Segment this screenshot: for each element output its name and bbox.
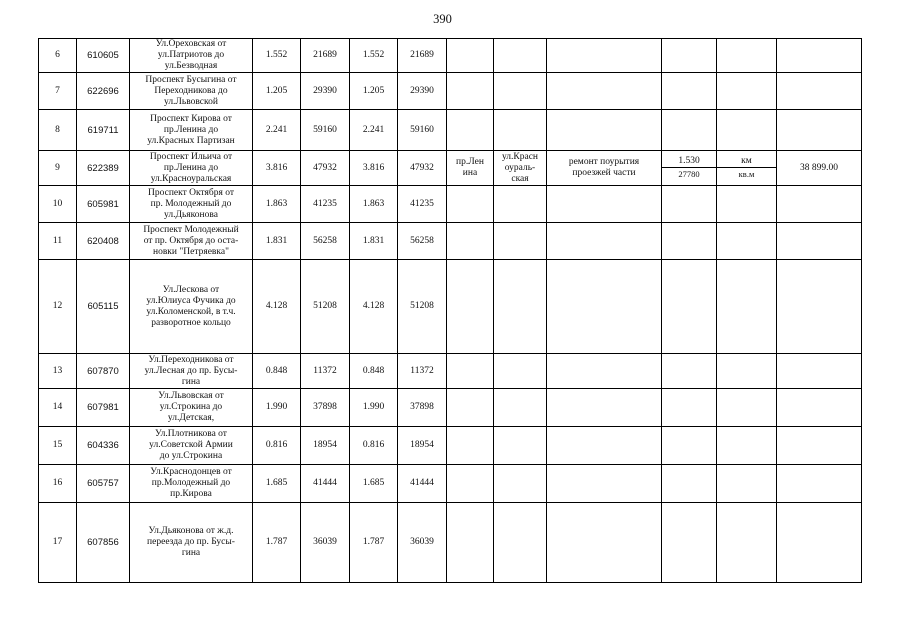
table-row bbox=[39, 354, 862, 389]
unit-cell bbox=[717, 151, 777, 186]
area-repeat-cell: 37898 bbox=[398, 389, 447, 427]
road-code-cell: 604336 bbox=[77, 427, 130, 465]
row-number-cell: 16 bbox=[39, 465, 77, 503]
table-row bbox=[39, 151, 862, 186]
length-repeat-cell: 4.128 bbox=[350, 260, 398, 354]
repair-from-cell bbox=[447, 39, 494, 73]
length-cell: 0.848 bbox=[253, 354, 301, 389]
quantity-cell bbox=[662, 389, 717, 427]
area-repeat-cell: 36039 bbox=[398, 503, 447, 583]
table-row bbox=[39, 73, 862, 110]
row-number-cell: 9 bbox=[39, 151, 77, 186]
unit-cell bbox=[717, 39, 777, 73]
road-description-cell: Ул.Краснодонцев от пр.Молодежный до пр.Кирова bbox=[130, 465, 253, 503]
work-type-cell bbox=[547, 260, 662, 354]
quantity-cell bbox=[662, 186, 717, 223]
length-repeat-cell: 3.816 bbox=[350, 151, 398, 186]
table-row bbox=[39, 260, 862, 354]
quantity-cell bbox=[662, 73, 717, 110]
repair-to-cell bbox=[494, 260, 547, 354]
repair-from-cell bbox=[447, 427, 494, 465]
unit-cell bbox=[717, 186, 777, 223]
area-cell: 11372 bbox=[301, 354, 350, 389]
length-repeat-cell: 1.990 bbox=[350, 389, 398, 427]
length-cell: 1.552 bbox=[253, 39, 301, 73]
length-cell: 2.241 bbox=[253, 110, 301, 151]
page-number: 390 bbox=[433, 12, 452, 26]
quantity-cell bbox=[662, 151, 717, 186]
repair-to-cell bbox=[494, 223, 547, 260]
road-code-cell: 607870 bbox=[77, 354, 130, 389]
area-repeat-cell: 29390 bbox=[398, 73, 447, 110]
row-number-cell: 6 bbox=[39, 39, 77, 73]
length-cell: 3.816 bbox=[253, 151, 301, 186]
road-code-cell: 619711 bbox=[77, 110, 130, 151]
work-type-cell bbox=[547, 389, 662, 427]
area-repeat-cell: 21689 bbox=[398, 39, 447, 73]
unit-cell bbox=[717, 503, 777, 583]
repair-to-cell bbox=[494, 39, 547, 73]
area-repeat-cell: 47932 bbox=[398, 151, 447, 186]
quantity-cell bbox=[662, 354, 717, 389]
road-description-cell: Проспект Молодежный от пр. Октября до оста- новки "Петряевка" bbox=[130, 223, 253, 260]
repair-from-cell: пр.Лен ина bbox=[447, 151, 494, 186]
work-type-cell bbox=[547, 39, 662, 73]
unit-cell bbox=[717, 427, 777, 465]
quantity-cell bbox=[662, 503, 717, 583]
quantity-cell bbox=[662, 465, 717, 503]
quantity-cell bbox=[662, 260, 717, 354]
road-code-cell: 607856 bbox=[77, 503, 130, 583]
length-cell: 1.863 bbox=[253, 186, 301, 223]
quantity-cell bbox=[662, 223, 717, 260]
length-repeat-cell: 2.241 bbox=[350, 110, 398, 151]
length-cell: 0.816 bbox=[253, 427, 301, 465]
row-number-cell: 15 bbox=[39, 427, 77, 465]
length-repeat-cell: 0.848 bbox=[350, 354, 398, 389]
row-number-cell: 10 bbox=[39, 186, 77, 223]
table-row bbox=[39, 503, 862, 583]
repair-to-cell bbox=[494, 186, 547, 223]
work-type-cell bbox=[547, 186, 662, 223]
road-description-cell: Ул.Ореховская от ул.Патриотов до ул.Безводная bbox=[130, 39, 253, 73]
cost-cell bbox=[777, 186, 862, 223]
area-cell: 47932 bbox=[301, 151, 350, 186]
road-description-cell: Ул.Львовская от ул.Строкина до ул.Детская, bbox=[130, 389, 253, 427]
length-cell: 1.205 bbox=[253, 73, 301, 110]
length-repeat-cell: 1.863 bbox=[350, 186, 398, 223]
cost-cell bbox=[777, 465, 862, 503]
area-cell: 41444 bbox=[301, 465, 350, 503]
unit-cell bbox=[717, 223, 777, 260]
quantity-cell bbox=[662, 427, 717, 465]
length-repeat-cell: 1.685 bbox=[350, 465, 398, 503]
cost-cell bbox=[777, 354, 862, 389]
work-type-cell bbox=[547, 427, 662, 465]
cost-cell bbox=[777, 223, 862, 260]
length-cell: 1.831 bbox=[253, 223, 301, 260]
road-description-cell: Ул.Плотникова от ул.Советской Армии до ул.Строкина bbox=[130, 427, 253, 465]
area-cell: 37898 bbox=[301, 389, 350, 427]
length-cell: 1.787 bbox=[253, 503, 301, 583]
road-code-cell: 622696 bbox=[77, 73, 130, 110]
repair-from-cell bbox=[447, 465, 494, 503]
road-description-cell: Проспект Ильича от пр.Ленина до ул.Красноуральская bbox=[130, 151, 253, 186]
work-type-cell bbox=[547, 73, 662, 110]
road-repair-table bbox=[38, 38, 862, 583]
cost-cell bbox=[777, 260, 862, 354]
repair-from-cell bbox=[447, 389, 494, 427]
area-repeat-cell: 41444 bbox=[398, 465, 447, 503]
repair-to-cell bbox=[494, 110, 547, 151]
repair-to-cell: ул.Красн оураль- ская bbox=[494, 151, 547, 186]
work-type-cell: ремонт поурытия проезжей части bbox=[547, 151, 662, 186]
area-cell: 18954 bbox=[301, 427, 350, 465]
area-repeat-cell: 18954 bbox=[398, 427, 447, 465]
work-type-cell bbox=[547, 465, 662, 503]
table-row bbox=[39, 465, 862, 503]
cost-cell: 38 899.00 bbox=[777, 151, 862, 186]
repair-to-cell bbox=[494, 465, 547, 503]
row-number-cell: 12 bbox=[39, 260, 77, 354]
cost-cell bbox=[777, 389, 862, 427]
area-cell: 29390 bbox=[301, 73, 350, 110]
road-code-cell: 622389 bbox=[77, 151, 130, 186]
work-type-cell bbox=[547, 223, 662, 260]
unit-cell bbox=[717, 354, 777, 389]
repair-from-cell bbox=[447, 73, 494, 110]
table-row bbox=[39, 389, 862, 427]
table-row bbox=[39, 223, 862, 260]
cost-cell bbox=[777, 39, 862, 73]
length-repeat-cell: 1.205 bbox=[350, 73, 398, 110]
row-number-cell: 8 bbox=[39, 110, 77, 151]
road-code-cell: 610605 bbox=[77, 39, 130, 73]
cost-cell bbox=[777, 503, 862, 583]
unit-cell-secondary: кв.м bbox=[717, 167, 776, 181]
repair-from-cell bbox=[447, 223, 494, 260]
length-cell: 1.685 bbox=[253, 465, 301, 503]
area-repeat-cell: 51208 bbox=[398, 260, 447, 354]
repair-to-cell bbox=[494, 73, 547, 110]
length-repeat-cell: 1.787 bbox=[350, 503, 398, 583]
road-description-cell: Проспект Кирова от пр.Ленина до ул.Красных Партизан bbox=[130, 110, 253, 151]
length-repeat-cell: 0.816 bbox=[350, 427, 398, 465]
area-cell: 21689 bbox=[301, 39, 350, 73]
quantity-cell bbox=[662, 110, 717, 151]
repair-from-cell bbox=[447, 354, 494, 389]
unit-cell bbox=[717, 465, 777, 503]
area-cell: 51208 bbox=[301, 260, 350, 354]
road-description-cell: Проспект Октября от пр. Молодежный до ул.Дьяконова bbox=[130, 186, 253, 223]
repair-from-cell bbox=[447, 186, 494, 223]
repair-from-cell bbox=[447, 260, 494, 354]
area-cell: 56258 bbox=[301, 223, 350, 260]
area-repeat-cell: 41235 bbox=[398, 186, 447, 223]
unit-cell bbox=[717, 260, 777, 354]
road-description-cell: Ул.Лескова от ул.Юлиуса Фучика до ул.Коломенской, в т.ч. разворотное кольцо bbox=[130, 260, 253, 354]
cost-cell bbox=[777, 73, 862, 110]
row-number-cell: 13 bbox=[39, 354, 77, 389]
area-cell: 41235 bbox=[301, 186, 350, 223]
area-repeat-cell: 56258 bbox=[398, 223, 447, 260]
row-number-cell: 7 bbox=[39, 73, 77, 110]
area-repeat-cell: 11372 bbox=[398, 354, 447, 389]
length-repeat-cell: 1.831 bbox=[350, 223, 398, 260]
area-cell: 36039 bbox=[301, 503, 350, 583]
table-row bbox=[39, 39, 862, 73]
road-code-cell: 605757 bbox=[77, 465, 130, 503]
table-row bbox=[39, 186, 862, 223]
work-type-cell bbox=[547, 503, 662, 583]
area-repeat-cell: 59160 bbox=[398, 110, 447, 151]
length-repeat-cell: 1.552 bbox=[350, 39, 398, 73]
area-cell: 59160 bbox=[301, 110, 350, 151]
road-code-cell: 605115 bbox=[77, 260, 130, 354]
length-cell: 4.128 bbox=[253, 260, 301, 354]
repair-from-cell bbox=[447, 503, 494, 583]
repair-to-cell bbox=[494, 427, 547, 465]
quantity-cell bbox=[662, 39, 717, 73]
quantity-cell-primary: 1.530 bbox=[678, 155, 700, 166]
row-number-cell: 11 bbox=[39, 223, 77, 260]
table-row bbox=[39, 427, 862, 465]
road-code-cell: 620408 bbox=[77, 223, 130, 260]
unit-cell bbox=[717, 389, 777, 427]
row-number-cell: 14 bbox=[39, 389, 77, 427]
length-cell: 1.990 bbox=[253, 389, 301, 427]
table-row bbox=[39, 110, 862, 151]
road-description-cell: Проспект Бусыгина от Переходникова до ул.Львовской bbox=[130, 73, 253, 110]
work-type-cell bbox=[547, 110, 662, 151]
repair-to-cell bbox=[494, 503, 547, 583]
repair-to-cell bbox=[494, 354, 547, 389]
repair-to-cell bbox=[494, 389, 547, 427]
repair-from-cell bbox=[447, 110, 494, 151]
row-number-cell: 17 bbox=[39, 503, 77, 583]
road-description-cell: Ул.Переходникова от ул.Лесная до пр. Бусы- гина bbox=[130, 354, 253, 389]
unit-cell bbox=[717, 73, 777, 110]
quantity-cell-secondary: 27780 bbox=[662, 167, 716, 181]
cost-cell bbox=[777, 427, 862, 465]
unit-cell-primary: км bbox=[741, 155, 752, 166]
work-type-cell bbox=[547, 354, 662, 389]
road-code-cell: 605981 bbox=[77, 186, 130, 223]
road-description-cell: Ул.Дьяконова от ж.д. переезда до пр. Бусы- гина bbox=[130, 503, 253, 583]
unit-cell bbox=[717, 110, 777, 151]
cost-cell bbox=[777, 110, 862, 151]
road-code-cell: 607981 bbox=[77, 389, 130, 427]
